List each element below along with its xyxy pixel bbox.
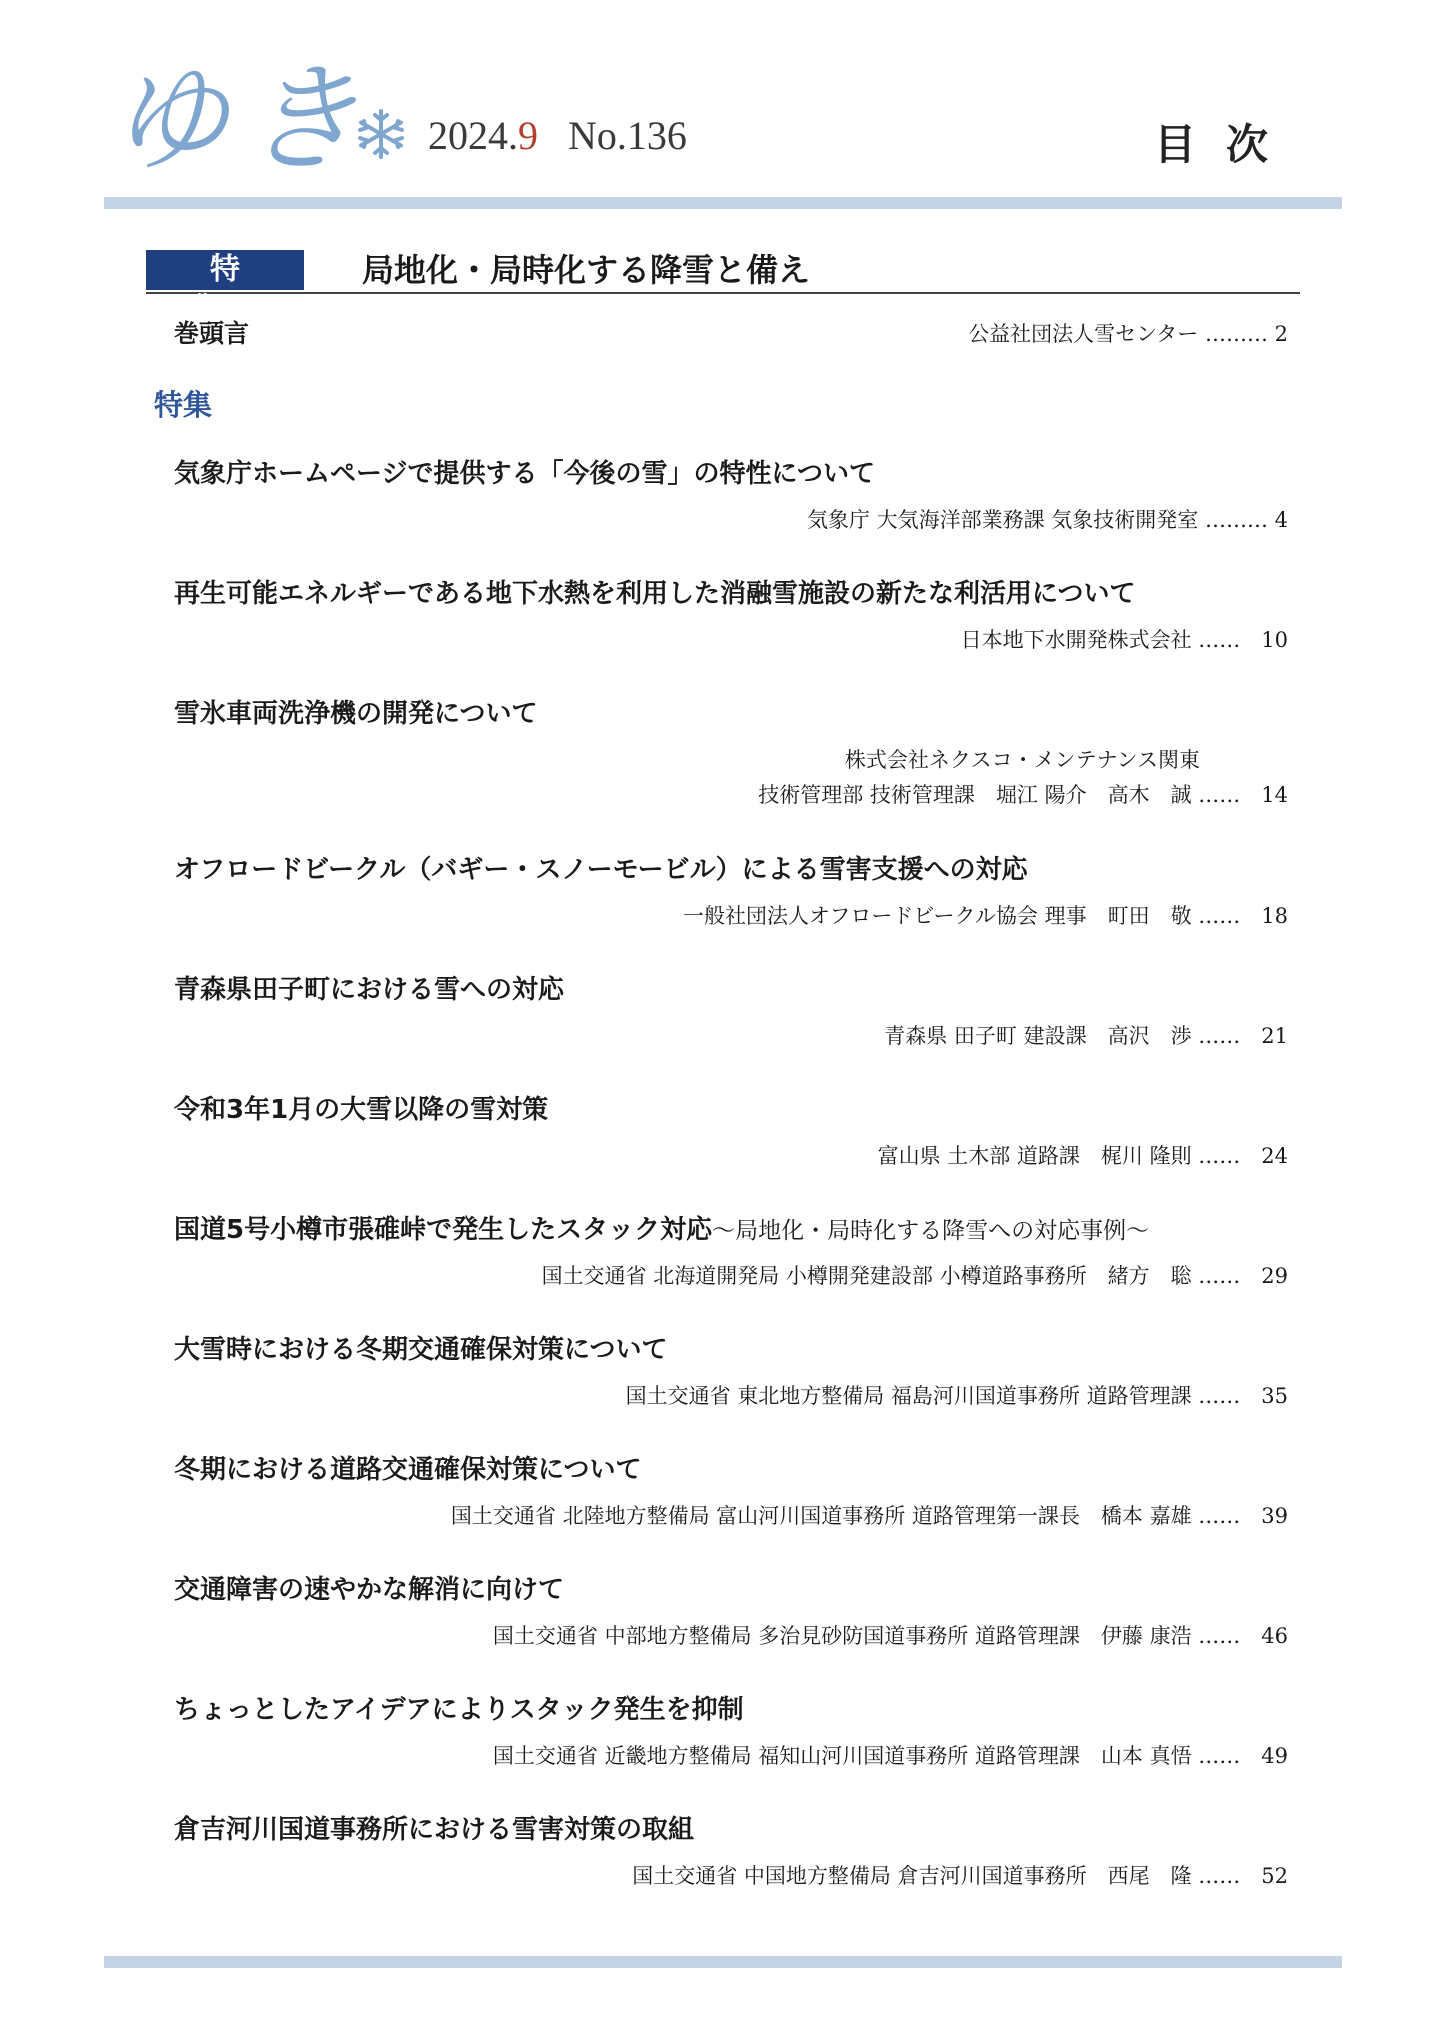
issue-month: 9 xyxy=(518,113,538,158)
issue-info xyxy=(428,112,687,159)
entry-author: 一般社団法人オフロードビークル協会 理事 町田 敬 …… 18 xyxy=(683,904,1288,928)
entry-title: 交通障害の速やかな解消に向けて xyxy=(174,1575,565,1605)
entry-title: 倉吉河川国道事務所における雪害対策の取組 xyxy=(174,1815,695,1845)
entry-title: オフロードビークル（バギー・スノーモービル）による雪害支援への対応 xyxy=(174,855,1028,885)
entry-title: 気象庁ホームページで提供する「今後の雪」の特性について xyxy=(174,459,875,489)
magazine-logo: ゆき xyxy=(110,50,375,188)
feature-badge: 特集 xyxy=(146,250,304,290)
entry-author: 富山県 土木部 道路課 梶川 隆則 …… 24 xyxy=(877,1144,1288,1168)
foreword-label: 巻頭言 xyxy=(174,319,250,348)
issue-number: No.136 xyxy=(568,113,687,158)
bottom-divider xyxy=(104,1956,1342,1968)
entry-title: 大雪時における冬期交通確保対策について xyxy=(174,1335,668,1365)
entry-title: 冬期における道路交通確保対策について xyxy=(174,1455,642,1485)
entry-author: 国土交通省 近畿地方整備局 福知山河川国道事務所 道路管理課 山本 真悟 …… 49 xyxy=(492,1744,1288,1768)
entry-author: 気象庁 大気海洋部業務課 気象技術開発室 ……… 4 xyxy=(806,508,1288,532)
entry-title: 雪氷車両洗浄機の開発について xyxy=(174,699,538,729)
entry-title: ちょっとしたアイデアによりスタック発生を抑制 xyxy=(174,1695,744,1725)
masthead xyxy=(0,0,1438,200)
entry-author: 青森県 田子町 建設課 高沢 渉 …… 21 xyxy=(884,1024,1288,1048)
entry-title: 青森県田子町における雪への対応 xyxy=(174,975,565,1005)
feature-header xyxy=(146,250,1300,327)
entry-title xyxy=(174,1209,1149,1246)
section-label: 特集 xyxy=(154,388,213,422)
entry-title-main: 国道5号小樽市張碓峠で発生したスタック対応 xyxy=(174,1215,713,1245)
issue-year: 2024. xyxy=(428,113,518,158)
entry-title: 再生可能エネルギーである地下水熱を利用した消融雪施設の新たな利活用について xyxy=(174,579,1136,609)
entry-title: 令和3年1月の大雪以降の雪対策 xyxy=(174,1095,549,1125)
foreword-source: 公益社団法人雪センター ……… 2 xyxy=(968,322,1288,346)
entry-author: 技術管理部 技術管理課 堀江 陽介 高木 誠 …… 14 xyxy=(758,783,1288,807)
snowflake-icon xyxy=(355,108,407,160)
toc-heading: 目次 xyxy=(1153,120,1298,169)
entry-organization: 株式会社ネクスコ・メンテナンス関東 xyxy=(844,748,1200,772)
feature-title: 局地化・局時化する降雪と備え xyxy=(362,251,811,289)
top-divider xyxy=(104,197,1342,209)
entry-author: 国土交通省 中国地方整備局 倉吉河川国道事務所 西尾 隆 …… 52 xyxy=(632,1864,1288,1888)
entry-author: 国土交通省 中部地方整備局 多治見砂防国道事務所 道路管理課 伊藤 康浩 …… 46 xyxy=(492,1624,1288,1648)
entry-author: 国土交通省 北海道開発局 小樽開発建設部 小樽道路事務所 緒方 聡 …… 29 xyxy=(541,1264,1288,1288)
entry-subtitle: 〜局地化・局時化する降雪への対応事例〜 xyxy=(712,1218,1150,1244)
entry-author: 国土交通省 東北地方整備局 福島河川国道事務所 道路管理課 …… 35 xyxy=(625,1384,1288,1408)
entry-author: 国土交通省 北陸地方整備局 富山河川国道事務所 道路管理第一課長 橋本 嘉雄 …… 39 xyxy=(450,1504,1288,1528)
entry-author: 日本地下水開発株式会社 …… 10 xyxy=(960,628,1288,652)
